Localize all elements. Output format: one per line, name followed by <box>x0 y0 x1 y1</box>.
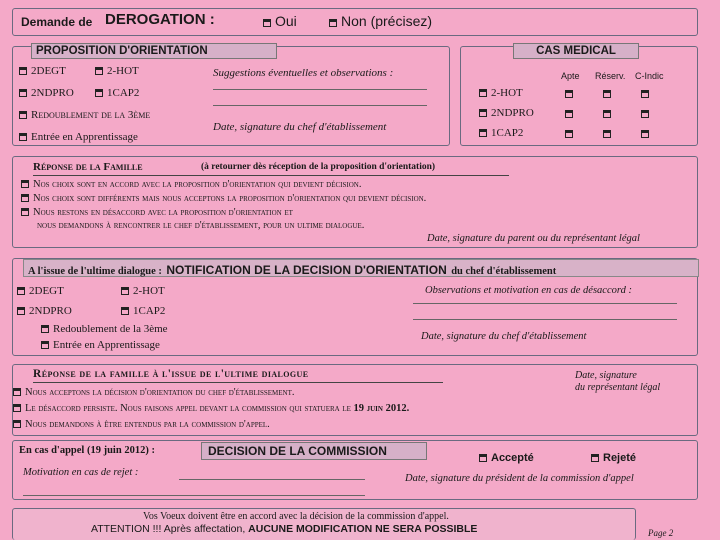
cas-medical-reserv-checkbox[interactable] <box>603 110 611 118</box>
checkbox-icon <box>479 454 487 462</box>
orientation-title: PROPOSITION D'ORIENTATION <box>31 43 277 59</box>
checkbox-icon <box>19 133 27 141</box>
footer-line-1: Vos Voeux doivent être en accord avec la décision de la commission d'appel. <box>143 511 449 522</box>
orientation-box <box>12 46 450 146</box>
notification-prefix: A l'issue de l'ultime dialogue : <box>28 266 162 277</box>
derogation-box <box>12 8 698 36</box>
commission-motivation-line[interactable] <box>23 495 365 496</box>
orientation-option-2ndpro[interactable]: 2NDPRO <box>19 87 74 99</box>
reponse-famille-title: Réponse de la Famille <box>33 161 143 173</box>
reponse-famille-option-desaccord-cont: nous demandons à rencontrer le chef d'établissement, pour un ultime dialogue. <box>37 220 365 231</box>
orientation-suggestion-line[interactable] <box>213 89 427 90</box>
notification-title-bar <box>23 259 699 277</box>
reponse-famille-signature-label: Date, signature du parent ou du représentant légal <box>427 233 640 244</box>
reponse-finale-option-entendus[interactable]: Nous demandons à être entendus par la commission d'appel. <box>13 419 270 430</box>
reponse-finale-option-appel[interactable]: Le désaccord persiste. Nous faisons appel devant la commission qui statuera le 19 juin 2012. <box>13 403 409 414</box>
notification-suffix: du chef d'établissement <box>451 266 557 277</box>
commission-signature-label: Date, signature du président de la commission d'appel <box>405 473 634 484</box>
checkbox-icon <box>263 19 271 27</box>
orientation-suggestions-label: Suggestions éventuelles et observations : <box>213 67 394 79</box>
checkbox-non[interactable]: Non (précisez) <box>329 13 432 29</box>
notification-signature-label: Date, signature du chef d'établissement <box>421 331 587 342</box>
cas-medical-reserv-checkbox[interactable] <box>603 90 611 98</box>
commission-title: DECISION DE LA COMMISSION <box>201 442 427 460</box>
notification-option-2hot[interactable]: 2-HOT <box>121 285 165 297</box>
notification-option-redoublement[interactable]: Redoublement de la 3ème <box>41 323 168 335</box>
notification-box <box>12 258 698 356</box>
checkbox-icon <box>21 194 29 202</box>
cas-medical-col-reserv: Réserv. <box>595 71 626 81</box>
page-number: Page 2 <box>648 528 674 538</box>
notification-observations-label: Observations et motivation en cas de désaccord : <box>425 285 632 296</box>
cas-medical-apte-checkbox[interactable] <box>565 110 573 118</box>
reponse-finale-title: Réponse de la famille à l'issue de l'ultime dialogue <box>33 368 309 380</box>
commission-motivation-line[interactable] <box>179 479 365 480</box>
commission-motivation-label: Motivation en cas de rejet : <box>23 467 139 478</box>
cas-medical-cindic-checkbox[interactable] <box>641 130 649 138</box>
reponse-famille-option-accord[interactable]: Nos choix sont en accord avec la proposition d'orientation qui devient décision. <box>21 179 361 190</box>
orientation-suggestion-line[interactable] <box>213 105 427 106</box>
checkbox-icon <box>21 180 29 188</box>
reponse-famille-option-desaccord[interactable]: Nous restons en désaccord avec la proposition d'orientation et <box>21 207 293 218</box>
commission-accepte[interactable]: Accepté <box>479 452 534 464</box>
checkbox-icon <box>17 307 25 315</box>
checkbox-oui[interactable]: Oui <box>263 13 297 29</box>
cas-medical-title: CAS MEDICAL <box>513 43 639 59</box>
checkbox-icon <box>479 129 487 137</box>
notification-title: NOTIFICATION DE LA DECISION D'ORIENTATION <box>166 263 447 277</box>
checkbox-icon <box>329 19 337 27</box>
reponse-finale-signature-label-2: du représentant légal <box>575 382 661 393</box>
cas-medical-reserv-checkbox[interactable] <box>603 130 611 138</box>
checkbox-icon <box>21 208 29 216</box>
cas-medical-row-label: 1CAP2 <box>479 127 523 139</box>
cas-medical-cindic-checkbox[interactable] <box>641 110 649 118</box>
checkbox-icon <box>13 404 21 412</box>
derogation-label: Demande de <box>21 15 93 29</box>
orientation-option-apprentissage[interactable]: Entrée en Apprentissage <box>19 131 138 143</box>
cas-medical-col-apte: Apte <box>561 71 580 81</box>
checkbox-icon <box>19 111 27 119</box>
checkbox-icon <box>591 454 599 462</box>
notification-option-apprentissage[interactable]: Entrée en Apprentissage <box>41 339 160 351</box>
appel-date: 19 juin 2012. <box>353 403 410 414</box>
cas-medical-apte-checkbox[interactable] <box>565 90 573 98</box>
orientation-option-2hot[interactable]: 2-HOT <box>95 65 139 77</box>
cas-medical-col-cindic: C-Indic <box>635 71 664 81</box>
notification-observation-line[interactable] <box>413 303 677 304</box>
reponse-famille-title-underline <box>33 175 509 176</box>
cas-medical-cindic-checkbox[interactable] <box>641 90 649 98</box>
reponse-finale-title-underline <box>33 382 443 383</box>
commission-box <box>12 440 698 500</box>
checkbox-icon <box>121 307 129 315</box>
checkbox-icon <box>17 287 25 295</box>
footer-line-2 <box>91 523 477 535</box>
orientation-signature-label: Date, signature du chef d'établissement <box>213 121 387 133</box>
reponse-famille-note: (à retourner dès réception de la proposition d'orientation) <box>201 162 436 172</box>
checkbox-icon <box>95 89 103 97</box>
notification-observation-line[interactable] <box>413 319 677 320</box>
cas-medical-row-label: 2NDPRO <box>479 107 534 119</box>
footer-box <box>12 508 636 540</box>
cas-medical-row-label: 2-HOT <box>479 87 523 99</box>
checkbox-icon <box>121 287 129 295</box>
reponse-finale-box <box>12 364 698 436</box>
orientation-option-2degt[interactable]: 2DEGT <box>19 65 66 77</box>
notification-option-2ndpro[interactable]: 2NDPRO <box>17 305 72 317</box>
cas-medical-box <box>460 46 698 146</box>
commission-prefix: En cas d'appel (19 juin 2012) : <box>19 445 155 456</box>
orientation-option-1cap2[interactable]: 1CAP2 <box>95 87 139 99</box>
reponse-famille-box <box>12 156 698 248</box>
reponse-finale-signature-label: Date, signature <box>575 370 637 381</box>
commission-rejete[interactable]: Rejeté <box>591 452 636 464</box>
orientation-option-redoublement[interactable]: Redoublement de la 3ème <box>19 109 150 121</box>
checkbox-icon <box>13 420 21 428</box>
checkbox-icon <box>479 109 487 117</box>
checkbox-icon <box>13 388 21 396</box>
reponse-famille-option-differents[interactable]: Nos choix sont différents mais nous acceptons la proposition d'orientation qui devient décision. <box>21 193 426 204</box>
checkbox-icon <box>95 67 103 75</box>
checkbox-icon <box>19 89 27 97</box>
cas-medical-apte-checkbox[interactable] <box>565 130 573 138</box>
checkbox-icon <box>41 341 49 349</box>
reponse-finale-option-acceptons[interactable]: Nous acceptons la décision d'orientation du chef d'établissement. <box>13 387 295 398</box>
checkbox-icon <box>479 89 487 97</box>
derogation-title: DEROGATION : <box>105 11 215 28</box>
checkbox-icon <box>41 325 49 333</box>
notification-option-1cap2[interactable]: 1CAP2 <box>121 305 165 317</box>
footer-attention: ATTENTION !!! Après affectation, <box>91 523 246 535</box>
checkbox-icon <box>19 67 27 75</box>
notification-option-2degt[interactable]: 2DEGT <box>17 285 64 297</box>
footer-no-modification: AUCUNE MODIFICATION NE SERA POSSIBLE <box>248 523 478 535</box>
